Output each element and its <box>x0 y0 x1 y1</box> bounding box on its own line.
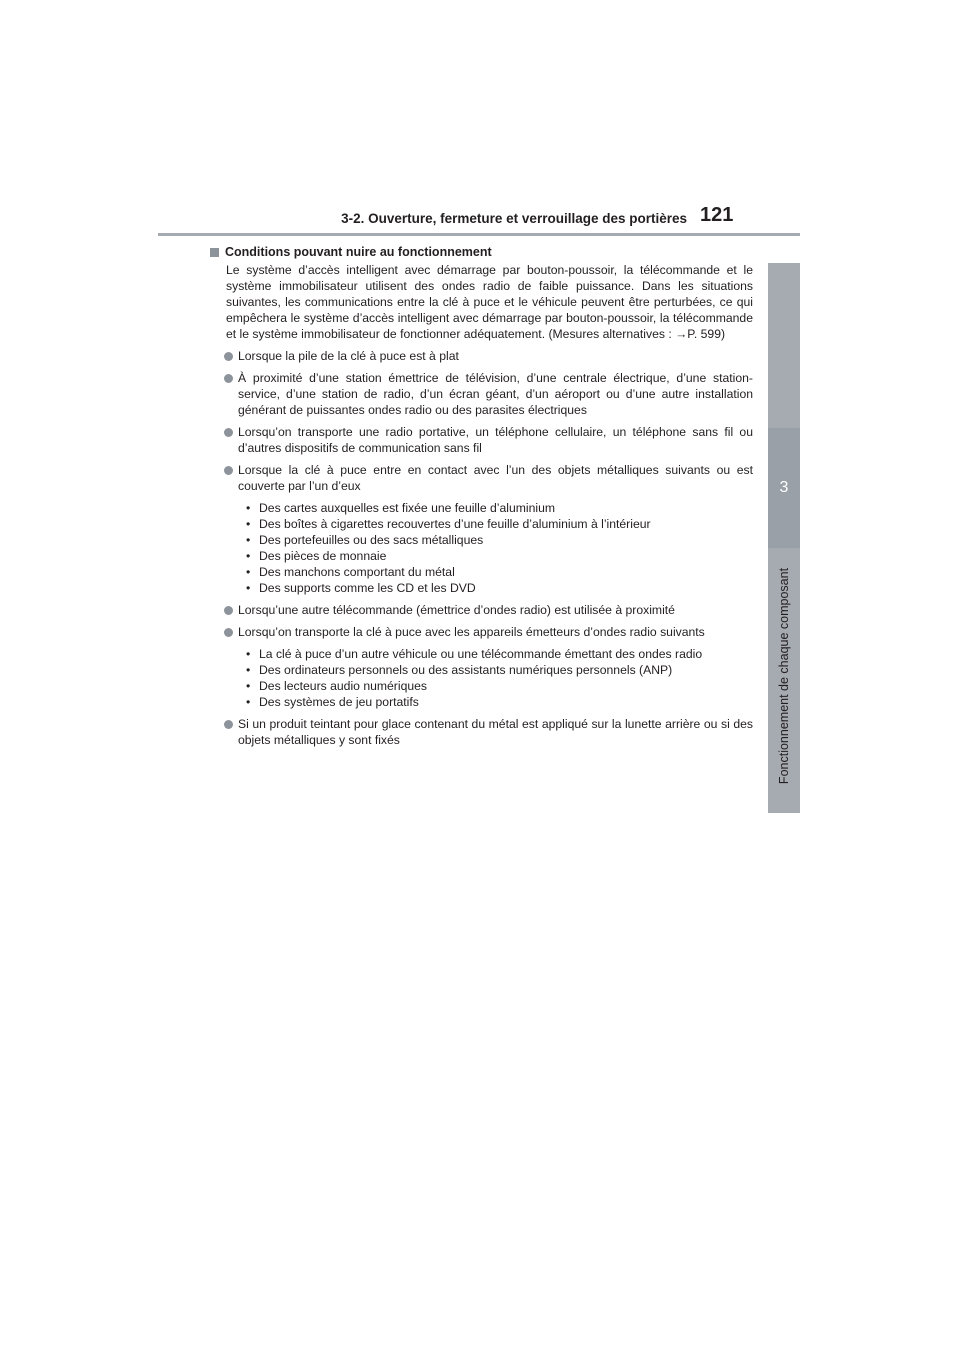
sub-list-item-text: Des supports comme les CD et les DVD <box>259 581 476 595</box>
sub-list-item-text: Des portefeuilles ou des sacs métalliques <box>259 533 484 547</box>
sub-bullet-icon: • <box>246 517 251 531</box>
sub-list-item <box>246 580 753 596</box>
list-item <box>208 462 753 596</box>
sub-list-item <box>246 646 753 662</box>
sub-bullet-icon: • <box>246 663 251 677</box>
sub-list <box>238 500 753 596</box>
list-item-text: Lorsqu’on transporte la clé à puce avec les appareils émetteurs d’ondes radio suivants <box>238 625 705 639</box>
sub-bullet-icon: • <box>246 679 251 693</box>
list-item <box>208 716 753 748</box>
circle-bullet-icon <box>224 428 233 437</box>
sub-list-item <box>246 548 753 564</box>
header-section-title: 3-2. Ouverture, fermeture et verrouillage des portières <box>341 211 687 226</box>
sub-bullet-icon: • <box>246 533 251 547</box>
circle-bullet-icon <box>224 374 233 383</box>
sub-bullet-icon: • <box>246 565 251 579</box>
header-rule <box>158 233 800 236</box>
list-item <box>208 602 753 618</box>
circle-bullet-icon <box>224 628 233 637</box>
chapter-title: Fonctionnement de chaque composant <box>777 567 791 785</box>
sub-list-item-text: Des lecteurs audio numériques <box>259 679 428 693</box>
page-number: 121 <box>700 204 734 226</box>
circle-bullet-icon <box>224 466 233 475</box>
list-item <box>208 424 753 456</box>
circle-bullet-icon <box>224 606 233 615</box>
list-item-text: Lorsque la pile de la clé à puce est à plat <box>238 349 459 363</box>
sub-bullet-icon: • <box>246 581 251 595</box>
sub-list-item-text: Des systèmes de jeu portatifs <box>259 695 419 709</box>
chapter-tab <box>768 428 800 548</box>
sub-list <box>238 646 753 710</box>
list-item-text: Lorsque la clé à puce entre en contact avec l’un des objets métalliques suivants ou est couverte par l’un d’eux <box>238 463 753 493</box>
sub-list-item <box>246 532 753 548</box>
sub-list-item-text: Des manchons comportant du métal <box>259 565 455 579</box>
sub-list-item <box>246 500 753 516</box>
section-heading-text: Conditions pouvant nuire au fonctionnement <box>225 245 492 259</box>
circle-bullet-icon <box>224 352 233 361</box>
sub-list-item-text: La clé à puce d’un autre véhicule ou une télécommande émettant des ondes radio <box>259 647 703 661</box>
square-bullet-icon <box>210 248 219 257</box>
sub-list-item <box>246 662 753 678</box>
list-item <box>208 624 753 710</box>
list-item <box>208 348 753 364</box>
sub-list-item <box>246 516 753 532</box>
sub-bullet-icon: • <box>246 501 251 515</box>
list-item-text: Lorsqu’on transporte une radio portative, un téléphone cellulaire, un téléphone sans fil ou d’autres dispositifs de communication sans fil <box>238 425 753 455</box>
sub-list-item-text: Des ordinateurs personnels ou des assistants numériques personnels (ANP) <box>259 663 673 677</box>
list-item-text: À proximité d’une station émettrice de télévision, d’une centrale électrique, d’une station-service, d’une station de radio, d’un écran géant, d’un aéroport ou d’une autre installation générant de puissantes ondes radio ou des parasites électriques <box>238 371 753 417</box>
list-item <box>208 370 753 418</box>
list-item-text: Lorsqu’une autre télécommande (émettrice d’ondes radio) est utilisée à proximité <box>238 603 675 617</box>
content <box>208 244 753 748</box>
section-heading <box>210 244 753 260</box>
sub-bullet-icon: • <box>246 549 251 563</box>
sub-list-item <box>246 564 753 580</box>
sub-list-item-text: Des pièces de monnaie <box>259 549 387 563</box>
section-intro: Le système d’accès intelligent avec démarrage par bouton-poussoir, la télécommande et le système immobilisateur utilisent des ondes radio de faible puissance. Dans les situations suivantes, les communications entre la clé à puce et le véhicule peuvent être perturbées, ce qui empêchera le système d’accès intelligent avec démarrage par bouton-poussoir, la télécommande et le système immobilisateur de fonctionner adéquatement. (Mesures alternatives : →P. 599) <box>226 263 753 341</box>
sub-list-item-text: Des boîtes à cigarettes recouvertes d’une feuille d’aluminium à l’intérieur <box>259 517 651 531</box>
chapter-number: 3 <box>779 479 789 496</box>
sub-list-item-text: Des cartes auxquelles est fixée une feuille d’aluminium <box>259 501 556 515</box>
sub-bullet-icon: • <box>246 647 251 661</box>
circle-bullet-icon <box>224 720 233 729</box>
sub-list-item <box>246 678 753 694</box>
sub-bullet-icon: • <box>246 695 251 709</box>
side-rule-top <box>768 263 800 428</box>
list-item-text: Si un produit teintant pour glace contenant du métal est appliqué sur la lunette arrière ou si des objets métalliques y sont fixés <box>238 717 753 747</box>
sub-list-item <box>246 694 753 710</box>
